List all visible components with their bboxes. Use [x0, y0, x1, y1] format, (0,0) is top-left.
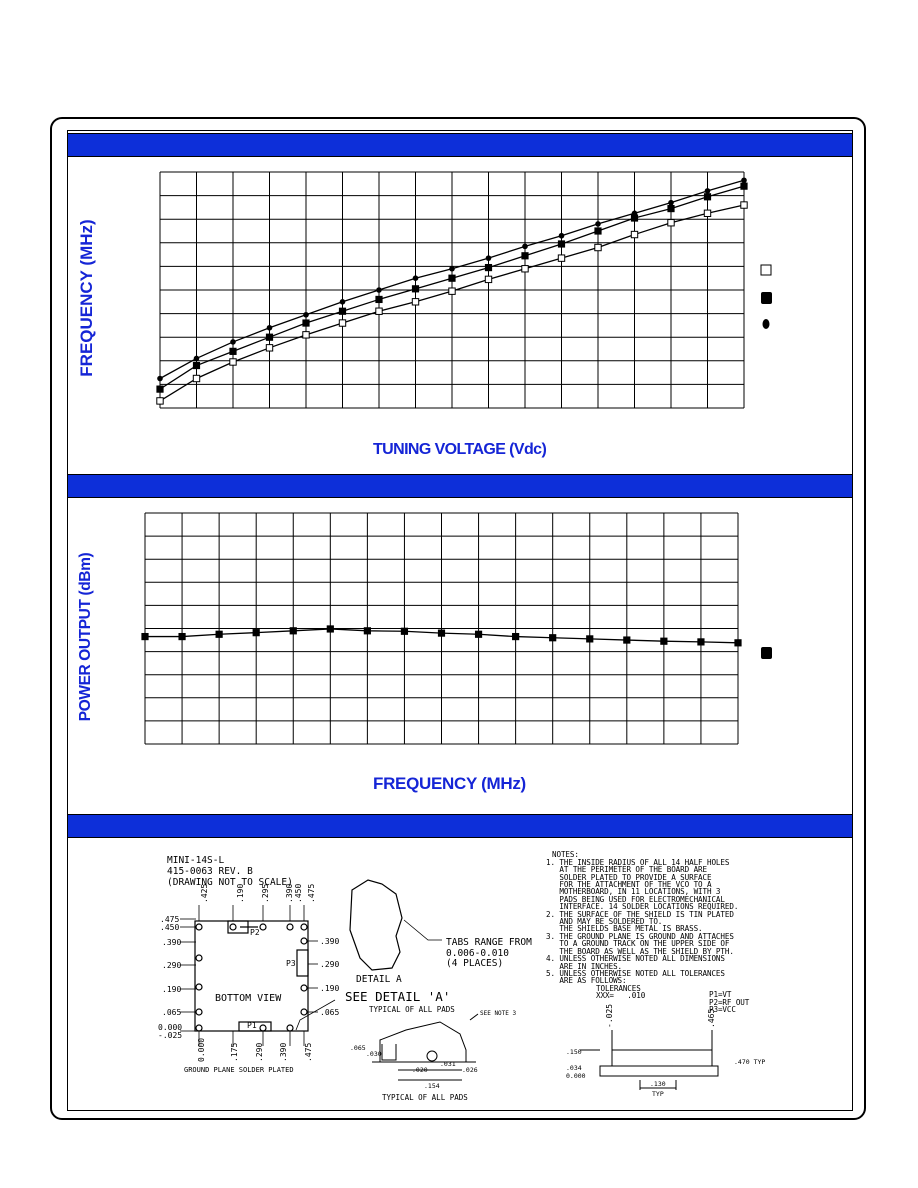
svg-text:.475: .475 [307, 883, 316, 903]
pad-label-p2: P2 [250, 928, 260, 937]
note-line: 5. UNLESS OTHERWISE NOTED ALL TOLERANCES [546, 968, 725, 978]
notes-block [546, 844, 738, 1007]
side-dim-typ: TYP [652, 1090, 664, 1098]
svg-text:.425: .425 [200, 883, 209, 903]
dim-right-390: .390 [320, 937, 340, 946]
tolerances-title: TOLERANCES [596, 983, 641, 993]
dim-left-475: .475 [160, 915, 180, 924]
top-dims [200, 884, 316, 903]
svg-text:0.000: 0.000 [197, 1037, 206, 1062]
note-line: 4. UNLESS OTHERWISE NOTED ALL DIMENSIONS [546, 954, 725, 964]
dim-020: .020 [412, 1066, 428, 1074]
note-line: INTERFACE. 14 SOLDER LOCATIONS REQUIRED. [546, 902, 739, 912]
dim-left-390: .390 [162, 938, 182, 947]
part-number: MINI-14S-L [167, 855, 225, 866]
frequency-chart-y-label: FREQUENCY (MHz) [77, 219, 96, 377]
dim-right-065: .065 [320, 1008, 340, 1017]
pin-legend [709, 984, 749, 1021]
scale-note: (DRAWING NOT TO SCALE) [167, 877, 293, 888]
side-dim-470: .470 TYP [734, 1058, 766, 1066]
dim-031: .031 [440, 1060, 456, 1068]
dim-left-neg025: -.025 [158, 1031, 183, 1040]
pad-label-p3: P3 [286, 959, 296, 968]
svg-text:.175: .175 [230, 1042, 239, 1062]
dim-030: .030 [366, 1050, 382, 1058]
dim-065: .065 [350, 1044, 366, 1052]
typical-pads-bottom: TYPICAL OF ALL PADS [382, 1093, 468, 1102]
bottom-view-board [195, 921, 308, 1031]
typical-pads-top: TYPICAL OF ALL PADS [369, 1005, 455, 1014]
pin-p2: P2=RF OUT [709, 997, 750, 1007]
svg-text:.390: .390 [279, 1042, 288, 1062]
note-line: THE BOARD AS WELL AS THE SHIELD BY PTH. [546, 946, 734, 956]
note-line: AND MAY BE SOLDERED TO. [546, 917, 663, 927]
pin-p3: P3=VCC [709, 1005, 736, 1015]
note-line: AT THE PERIMETER OF THE BOARD ARE [546, 865, 707, 875]
note-line: ARE IN INCHES. [546, 961, 623, 971]
dim-left-450: .450 [160, 923, 180, 932]
note-line: MOTHERBOARD, IN 11 LOCATIONS, WITH 3 [546, 887, 721, 897]
tolerance-line: XXX= .010 [596, 991, 646, 1001]
dim-left-000: 0.000 [158, 1023, 183, 1032]
side-dim-150: .150 [566, 1048, 582, 1056]
side-dim-034: .034 [566, 1064, 582, 1072]
ground-plane-note: GROUND PLANE SOLDER PLATED [184, 1066, 294, 1074]
dim-left-190: .190 [162, 985, 182, 994]
dim-right-290: .290 [320, 960, 340, 969]
note-line: THE SHIELDS BASE METAL IS BRASS. [546, 924, 703, 934]
revision: 415-0063 REV. B [167, 866, 253, 877]
note-line: ARE AS FOLLOWS: [546, 976, 627, 986]
svg-text:.390: .390 [285, 883, 294, 903]
dim-026: .026 [462, 1066, 478, 1074]
side-dim-465: .465 [707, 1008, 716, 1028]
svg-text:.450: .450 [294, 883, 303, 903]
side-dim-130: .130 [650, 1080, 666, 1088]
pin-p1: P1=VT [709, 990, 732, 1000]
dim-left-290: .290 [162, 961, 182, 970]
tabs-range-3: (4 PLACES) [446, 958, 504, 969]
svg-text:.290: .290 [255, 1042, 264, 1062]
dim-154: .154 [424, 1082, 440, 1090]
bottom-dims [197, 1038, 313, 1062]
note-line: 2. THE SURFACE OF THE SHIELD IS TIN PLATED [546, 909, 734, 919]
frequency-chart-x-label: TUNING VOLTAGE (Vdc) [373, 441, 547, 458]
tabs-range-1: TABS RANGE FROM [446, 937, 532, 948]
notes-title: NOTES: [552, 850, 579, 860]
see-detail-a: SEE DETAIL 'A' [345, 989, 451, 1004]
note-line: PADS BEING USED FOR ELECTROMECHANICAL [546, 894, 725, 904]
side-dim-025: -.025 [605, 1003, 614, 1028]
svg-text:.475: .475 [304, 1042, 313, 1062]
side-dim-000: 0.000 [566, 1072, 586, 1080]
pad-label-p1: P1 [247, 1021, 257, 1030]
note-line: TO A GROUND TRACK ON THE UPPER SIDE OF [546, 939, 730, 949]
dim-right-190: .190 [320, 984, 340, 993]
side-view [580, 1030, 718, 1090]
detail-a-label: DETAIL A [356, 974, 402, 985]
power-chart-x-label: FREQUENCY (MHz) [373, 774, 526, 793]
bottom-view-label: BOTTOM VIEW [215, 993, 282, 1004]
power-chart-y-label: POWER OUTPUT (dBm) [77, 552, 94, 722]
see-note-3: SEE NOTE 3 [480, 1010, 517, 1017]
detail-a-shape [350, 880, 402, 970]
dim-left-065: .065 [162, 1008, 182, 1017]
note-line: FOR THE ATTACHMENT OF THE VCO TO A [546, 880, 712, 890]
note-line: 1. THE INSIDE RADIUS OF ALL 14 HALF HOLES [546, 857, 730, 867]
notes-list [546, 859, 738, 985]
tabs-range-2: 0.006-0.010 [446, 948, 509, 959]
svg-text:.295: .295 [261, 883, 270, 903]
note-line: SOLDER PLATED TO PROVIDE A SURFACE [546, 872, 712, 882]
note-line: 3. THE GROUND PLANE IS GROUND AND ATTACHES [546, 931, 734, 941]
svg-text:.190: .190 [236, 883, 245, 903]
